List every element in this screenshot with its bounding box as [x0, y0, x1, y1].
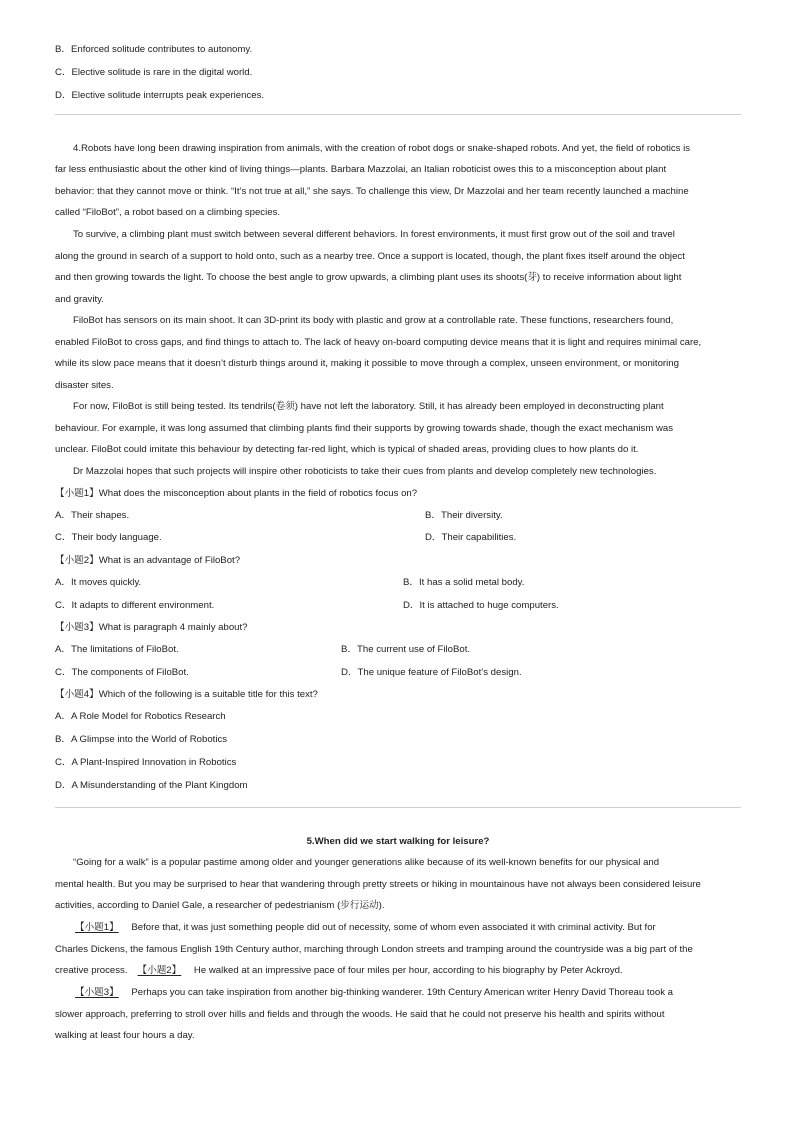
- question-2-stem: 【小题2】What is an advantage of FiloBot?: [55, 555, 241, 566]
- passage4-line: and gravity.: [55, 294, 104, 305]
- passage5-text: creative process.: [55, 965, 128, 976]
- passage4-line: along the ground in search of a support to hold onto, such as a nearby tree. Once a support is located, though, the plant fixes itself around the object: [55, 251, 685, 262]
- q1-option-b[interactable]: B．Their diversity.: [425, 510, 503, 521]
- blank-3[interactable]: 【小题3】: [75, 987, 119, 998]
- passage4-line: FiloBot has sensors on its main shoot. It can 3D-print its body with plastic and grow at a controllable rate. These functions, researchers found,: [73, 315, 674, 326]
- passage5-line: Charles Dickens, the famous English 19th Century author, marching through London streets and tramping around the countryside was a big part of the: [55, 944, 693, 955]
- passage4-line: enabled FiloBot to cross gaps, and find things to attach to. The lack of heavy on-board computing device means that it is light and requires minimal care,: [55, 337, 702, 348]
- q1-option-d[interactable]: D．Their capabilities.: [425, 532, 517, 543]
- passage4-line: behavior: that they cannot move or think. “It’s not true at all,” she says. To challenge this view, Dr Mazzolai and her team recently launched a machine: [55, 186, 689, 197]
- passage4-line: disaster sites.: [55, 380, 114, 391]
- question-1-stem: 【小题1】What does the misconception about plants in the field of robotics focus on?: [55, 488, 418, 499]
- passage5-line: activities, according to Daniel Gale, a researcher of pedestrianism (步行运动).: [55, 900, 385, 911]
- passage5-line-blank2: [55, 964, 623, 978]
- passage5-line: “Going for a walk” is a popular pastime among older and younger generations alike because of its well-known benefits for our physical and: [73, 857, 660, 868]
- passage4-line: unclear. FiloBot could imitate this behaviour by detecting far-red light, which is typical of shaded areas, providing clues to how plants do it.: [55, 444, 639, 455]
- q2-option-d[interactable]: D．It is attached to huge computers.: [403, 600, 559, 611]
- passage5-text: Perhaps you can take inspiration from another big-thinking wanderer. 19th Century American writer Henry David Thoreau took a: [131, 987, 674, 998]
- q3-option-d[interactable]: D．The unique feature of FiloBot’s design.: [341, 667, 522, 678]
- passage5-text: He walked at an impressive pace of four miles per hour, according to his biography by Peter Ackroyd.: [193, 965, 623, 976]
- passage5-line: slower approach, preferring to stroll over hills and fields and through the woods. He said that he could not preserve his health and spirits without: [55, 1009, 665, 1020]
- q4-option-c[interactable]: C．A Plant-Inspired Innovation in Robotics: [55, 757, 237, 768]
- passage4-line: far less enthusiastic about the other kind of living things—plants. Barbara Mazzolai, an Italian roboticist owes this to a misconception about plant: [55, 164, 667, 175]
- passage5-line-blank1: [73, 921, 656, 935]
- q2-option-a[interactable]: A．It moves quickly.: [55, 577, 142, 588]
- q2-option-c[interactable]: C．It adapts to different environment.: [55, 600, 215, 611]
- q4-option-b[interactable]: B．A Glimpse into the World of Robotics: [55, 734, 228, 745]
- passage4-line: behaviour. For example, it was long assumed that climbing plants find their supports by growing towards shade, though the exact mechanism was: [55, 423, 674, 434]
- question-4-stem: 【小题4】Which of the following is a suitable title for this text?: [55, 689, 318, 700]
- q4-option-d[interactable]: D．A Misunderstanding of the Plant Kingdom: [55, 780, 248, 791]
- passage5-line: mental health. But you may be surprised to hear that wandering through pretty streets or hiking in mountainous have not always been considered leisure: [55, 879, 701, 890]
- passage5-title: 5.When did we start walking for leisure?: [306, 836, 490, 847]
- passage4-line: For now, FiloBot is still being tested. Its tendrils(卷须) have not left the laboratory. Still, it has already been employed in deconstructing plant: [73, 401, 664, 412]
- prev-option-b: B．Enforced solitude contributes to autonomy.: [55, 44, 253, 55]
- q2-option-b[interactable]: B．It has a solid metal body.: [403, 577, 525, 588]
- prev-option-c: C．Elective solitude is rare in the digital world.: [55, 67, 253, 78]
- passage5-text: Before that, it was just something people did out of necessity, some of whom even associated it with criminal activity. But for: [131, 922, 656, 933]
- question-3-stem: 【小题3】What is paragraph 4 mainly about?: [55, 622, 248, 633]
- section-divider: [55, 807, 741, 808]
- q4-option-a[interactable]: A．A Role Model for Robotics Research: [55, 711, 226, 722]
- blank-2[interactable]: 【小题2】: [137, 965, 182, 976]
- prev-option-d: D．Elective solitude interrupts peak experiences.: [55, 90, 265, 101]
- blank-1[interactable]: 【小题1】: [75, 922, 119, 933]
- q3-option-c[interactable]: C．The components of FiloBot.: [55, 667, 189, 678]
- passage4-line: Dr Mazzolai hopes that such projects will inspire other roboticists to take their cues from plants and develop completely new technologies.: [73, 466, 657, 477]
- q1-option-c[interactable]: C．Their body language.: [55, 532, 162, 543]
- q3-option-a[interactable]: A．The limitations of FiloBot.: [55, 644, 179, 655]
- section-divider: [55, 114, 741, 115]
- passage5-line-blank3: [73, 986, 673, 1000]
- passage4-line: To survive, a climbing plant must switch between several different behaviors. In forest environments, it must first grow out of the soil and travel: [73, 229, 675, 240]
- passage4-line: and then growing towards the light. To choose the best angle to grow upwards, a climbing plant uses its shoots(芽) to receive information about light: [55, 272, 682, 283]
- passage4-line: called “FiloBot”, a robot based on a climbing species.: [55, 207, 281, 218]
- passage4-line: 4.Robots have long been drawing inspiration from animals, with the creation of robot dogs or snake-shaped robots. And yet, the field of robotics is: [73, 143, 691, 154]
- passage4-line: while its slow pace means that it doesn’t disturb things around it, making it possible to move through a complex, unseen environment, or monitoring: [55, 358, 679, 369]
- passage5-line: walking at least four hours a day.: [55, 1030, 195, 1041]
- q3-option-b[interactable]: B．The current use of FiloBot.: [341, 644, 471, 655]
- q1-option-a[interactable]: A．Their shapes.: [55, 510, 130, 521]
